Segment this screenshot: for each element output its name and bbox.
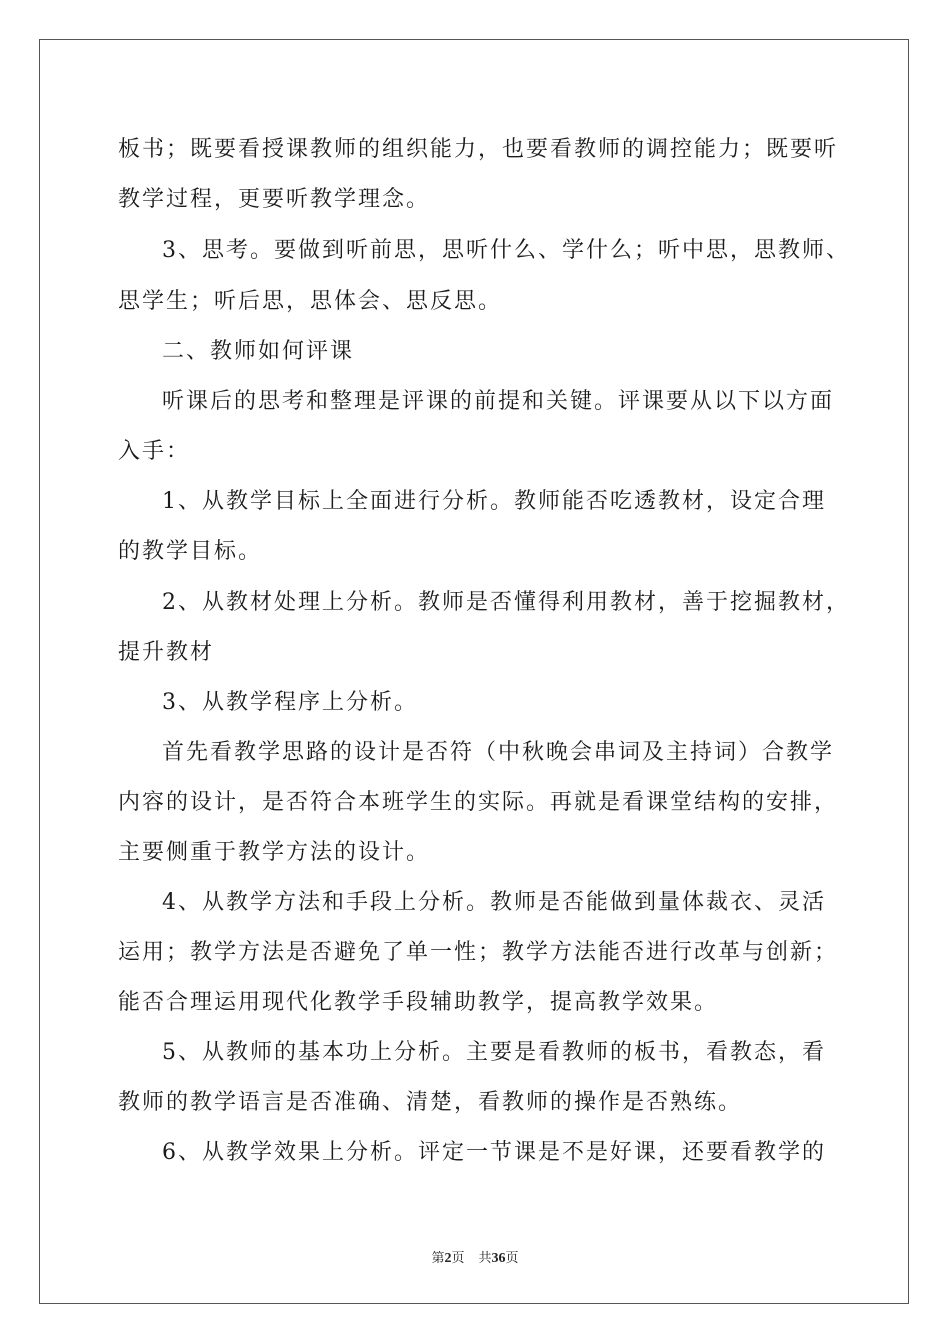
text-line: 教学过程，更要听教学理念。 [118, 187, 431, 212]
text-line: 能否合理运用现代化教学手段辅助教学，提高教学效果。 [118, 990, 719, 1015]
text-line: 运用；教学方法是否避免了单一性；教学方法能否进行改革与创新； [118, 940, 839, 965]
section-heading: 二、教师如何评课 [162, 339, 355, 364]
text-line: 3、思考。要做到听前思，思听什么、学什么；听中思，思教师、 [162, 238, 850, 263]
text-line: 入手： [118, 439, 191, 464]
page-suffix: 页 [451, 1251, 465, 1266]
text-line: 5、从教师的基本功上分析。主要是看教师的板书，看教态，看 [162, 1040, 826, 1065]
text-line: 教师的教学语言是否准确、清楚，看教师的操作是否熟练。 [118, 1090, 743, 1115]
total-suffix: 页 [505, 1251, 519, 1266]
page-footer [0, 1247, 950, 1267]
text-line: 提升教材 [118, 640, 215, 665]
text-line: 4、从教学方法和手段上分析。教师是否能做到量体裁衣、灵活 [162, 890, 826, 915]
text-line: 板书；既要看授课教师的组织能力，也要看教师的调控能力；既要听 [118, 137, 839, 162]
page-number: 2 [444, 1251, 452, 1266]
text-line: 2、从教材处理上分析。教师是否懂得利用教材，善于挖掘教材， [162, 590, 850, 615]
text-line: 3、从教学程序上分析。 [162, 690, 418, 715]
total-pages: 36 [491, 1251, 506, 1266]
page-prefix: 第 [431, 1251, 445, 1266]
text-line: 的教学目标。 [118, 539, 263, 564]
text-line: 主要侧重于教学方法的设计。 [118, 840, 431, 865]
total-prefix: 共 [478, 1251, 492, 1266]
text-line: 内容的设计，是否符合本班学生的实际。再就是看课堂结构的安排， [118, 790, 839, 815]
text-line: 1、从教学目标上全面进行分析。教师能否吃透教材，设定合理 [162, 489, 826, 514]
text-line: 思学生；听后思，思体会、思反思。 [118, 289, 503, 314]
text-line: 6、从教学效果上分析。评定一节课是不是好课，还要看教学的 [162, 1140, 826, 1165]
text-line: 听课后的思考和整理是评课的前提和关键。评课要从以下以方面 [162, 389, 835, 414]
text-line: 首先看教学思路的设计是否符（中秋晚会串词及主持词）合教学 [162, 740, 835, 765]
